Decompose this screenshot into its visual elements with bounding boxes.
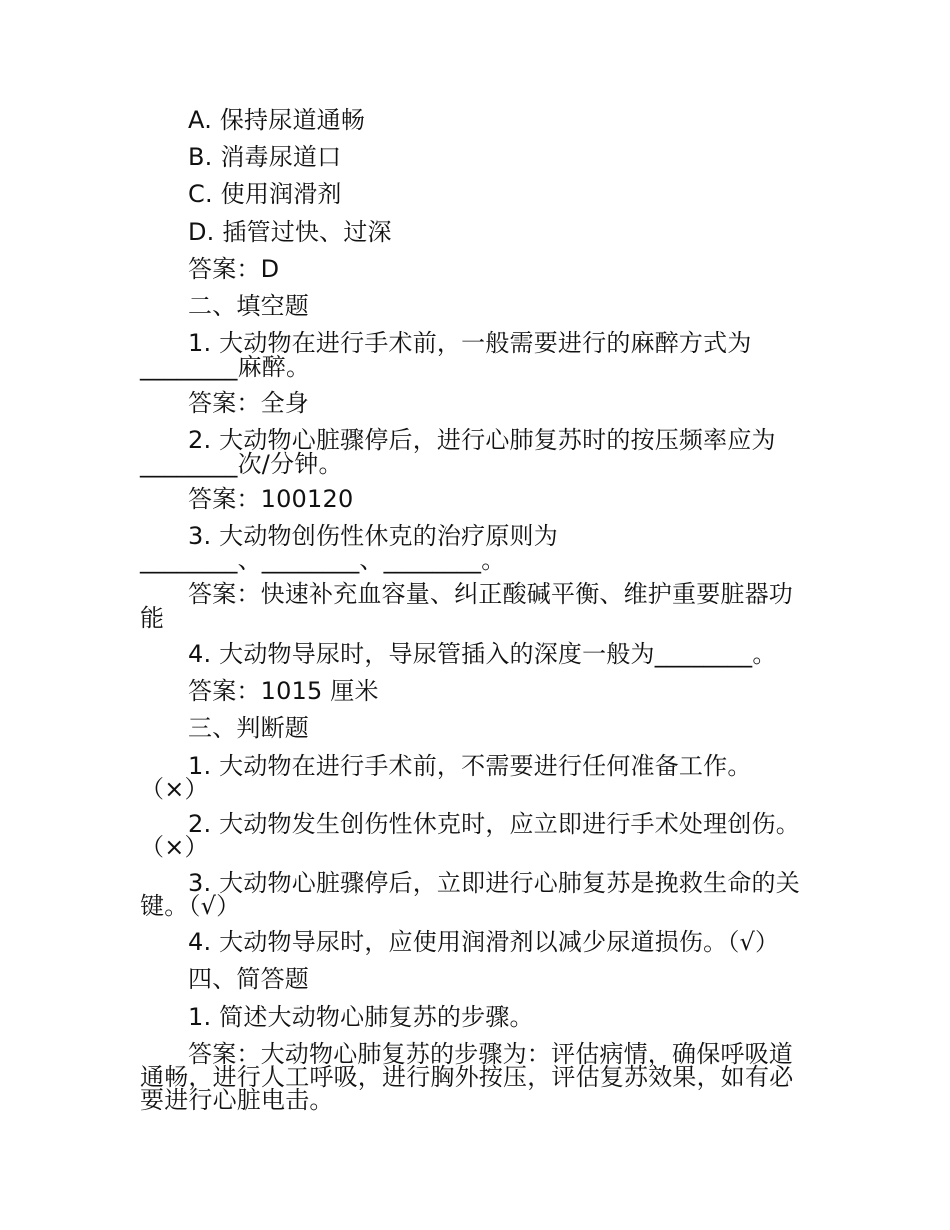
short-answer-1-line-3: 要进行心脏电击。 <box>140 1086 334 1114</box>
tf-answer-1: （×） <box>140 775 209 803</box>
fill-question-1-cont: ________麻醉。 <box>140 353 311 381</box>
fill-answer-3: 答案：快速补充血容量、纠正酸碱平衡、维护重要脏器功 <box>188 580 793 608</box>
option-a: A. 保持尿道通畅 <box>188 106 366 134</box>
section-heading-short-answer: 四、简答题 <box>188 965 309 993</box>
fill-answer-3-cont: 能 <box>140 604 165 632</box>
fill-answer-1: 答案：全身 <box>188 389 309 417</box>
option-b: B. 消毒尿道口 <box>188 143 342 171</box>
tf-question-3-cont: 键。（√） <box>140 892 241 920</box>
fill-question-2-cont: ________次/分钟。 <box>140 450 343 478</box>
short-answer-1-line-1: 答案：大动物心肺复苏的步骤为：评估病情，确保呼吸道 <box>188 1040 793 1068</box>
fill-question-3-cont: ________、________、________。 <box>140 546 506 574</box>
short-answer-1-line-2: 通畅，进行人工呼吸，进行胸外按压，评估复苏效果，如有必 <box>140 1063 794 1091</box>
short-question-1: 1. 简述大动物心肺复苏的步骤。 <box>188 1003 534 1031</box>
fill-answer-4: 答案：1015 厘米 <box>188 677 379 705</box>
tf-question-1: 1. 大动物在进行手术前，不需要进行任何准备工作。 <box>188 752 752 780</box>
tf-question-3: 3. 大动物心脏骤停后，立即进行心肺复苏是挽救生命的关 <box>188 869 800 897</box>
option-d: D. 插管过快、过深 <box>188 218 392 246</box>
fill-question-3: 3. 大动物创伤性休克的治疗原则为 <box>188 522 558 550</box>
tf-question-4: 4. 大动物导尿时，应使用润滑剂以减少尿道损伤。（√） <box>188 928 780 956</box>
fill-question-2: 2. 大动物心脏骤停后，进行心肺复苏时的按压频率应为 <box>188 426 776 454</box>
fill-question-1: 1. 大动物在进行手术前，一般需要进行的麻醉方式为 <box>188 329 752 357</box>
tf-answer-2: （×） <box>140 833 209 861</box>
fill-answer-2: 答案：100120 <box>188 485 354 513</box>
option-c: C. 使用润滑剂 <box>188 180 342 208</box>
answer-choice: 答案：D <box>188 255 280 283</box>
section-heading-fill-in: 二、填空题 <box>188 292 309 320</box>
section-heading-true-false: 三、判断题 <box>188 714 309 742</box>
fill-question-4: 4. 大动物导尿时，导尿管插入的深度一般为________。 <box>188 640 777 668</box>
tf-question-2: 2. 大动物发生创伤性休克时，应立即进行手术处理创伤。 <box>188 810 800 838</box>
